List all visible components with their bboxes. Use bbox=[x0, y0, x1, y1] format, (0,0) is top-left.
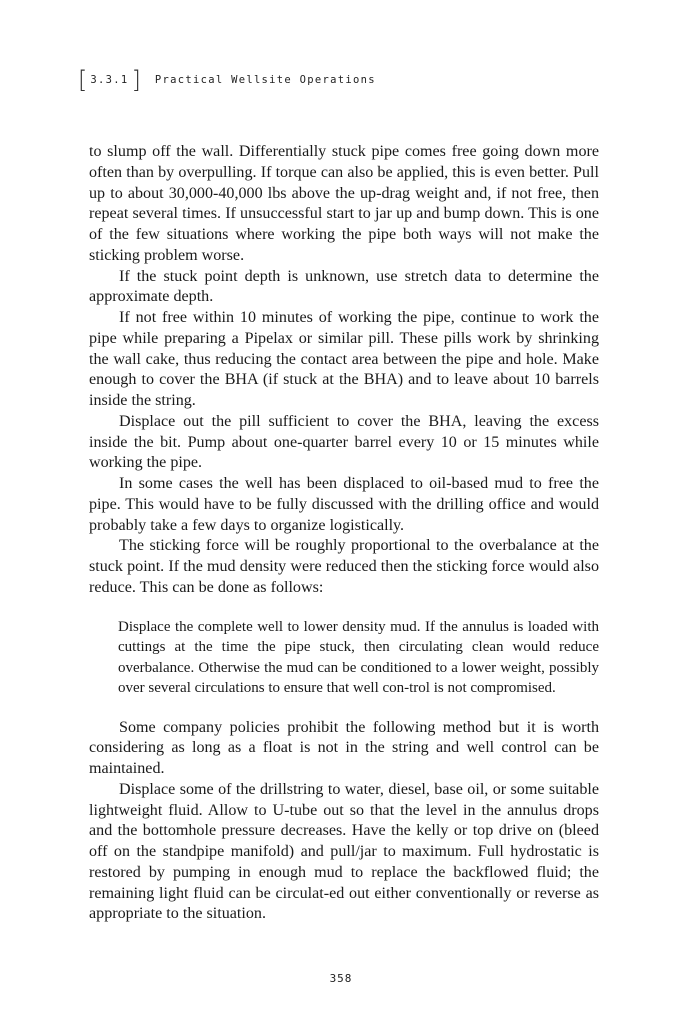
page-number: 358 bbox=[329, 972, 353, 985]
paragraph-continued: to slump off the wall. Differentially stuck pipe comes free going down more often than by overpulling. If torque can also be applied, this is even better. Pull up to about 30,000-40,000 lbs above the up-drag weight and, if not free, then repeat several times. If unsuccessful start to jar up and bump down. This is one of the few situations where working the pipe both ways will not make the sticking problem worse. bbox=[89, 143, 599, 264]
block-quote: Displace the complete well to lower density mud. If the annulus is loaded with cuttings at the time the pipe stuck, then circulating clean would reduce overbalance. Otherwise the mud can be conditioned to a lower weight, possibly over several circulations to ensure that well con-trol is not compromised. bbox=[118, 618, 599, 696]
paragraph: The sticking force will be roughly proportional to the overbalance at the stuck point. If the mud density were reduced then the sticking force would also reduce. This can be done as follows: bbox=[89, 537, 599, 596]
paragraph: Displace some of the drillstring to water, diesel, base oil, or some suitable lightweight fluid. Allow to U-tube out so that the level in the annulus drops and the bottomhole pressure decreases. Have the kelly or top drive on (bleed off on the standpipe manifold) and pull/jar to maximum. Full hydrostatic is restored by pumping in enough mud to replace the backflowed fluid; the remaining light fluid can be circulat-ed out either conventionally or reverse as appropriate to the situation. bbox=[89, 780, 599, 923]
body-text bbox=[89, 142, 599, 925]
paragraph: Some company policies prohibit the following method but it is worth considering as long as a float is not in the string and well control can be maintained. bbox=[89, 718, 599, 777]
paragraph: In some cases the well has been displaced to oil-based mud to free the pipe. This would have to be fully discussed with the drilling office and would probably take a few days to organize logistically. bbox=[89, 475, 599, 534]
paragraph: If the stuck point depth is unknown, use stretch data to determine the approximate depth. bbox=[89, 267, 599, 306]
paragraph: Displace out the pill sufficient to cover the BHA, leaving the excess inside the bit. Pump about one-quarter barrel every 10 or 15 minutes while working the pipe. bbox=[89, 412, 599, 472]
running-title: Practical Wellsite Operations bbox=[154, 74, 376, 86]
section-bracket-open: [ bbox=[78, 66, 88, 94]
section-number: 3.3.1 bbox=[90, 74, 129, 86]
section-bracket-close: ] bbox=[131, 66, 141, 94]
running-header bbox=[78, 66, 376, 94]
paragraph: If not free within 10 minutes of working the pipe, continue to work the pipe while preparing a Pipelax or similar pill. These pills work by shrinking the wall cake, thus reducing the contact area between the pipe and hole. Make enough to cover the BHA (if stuck at the BHA) and to leave about 10 barrels inside the string. bbox=[89, 309, 599, 409]
